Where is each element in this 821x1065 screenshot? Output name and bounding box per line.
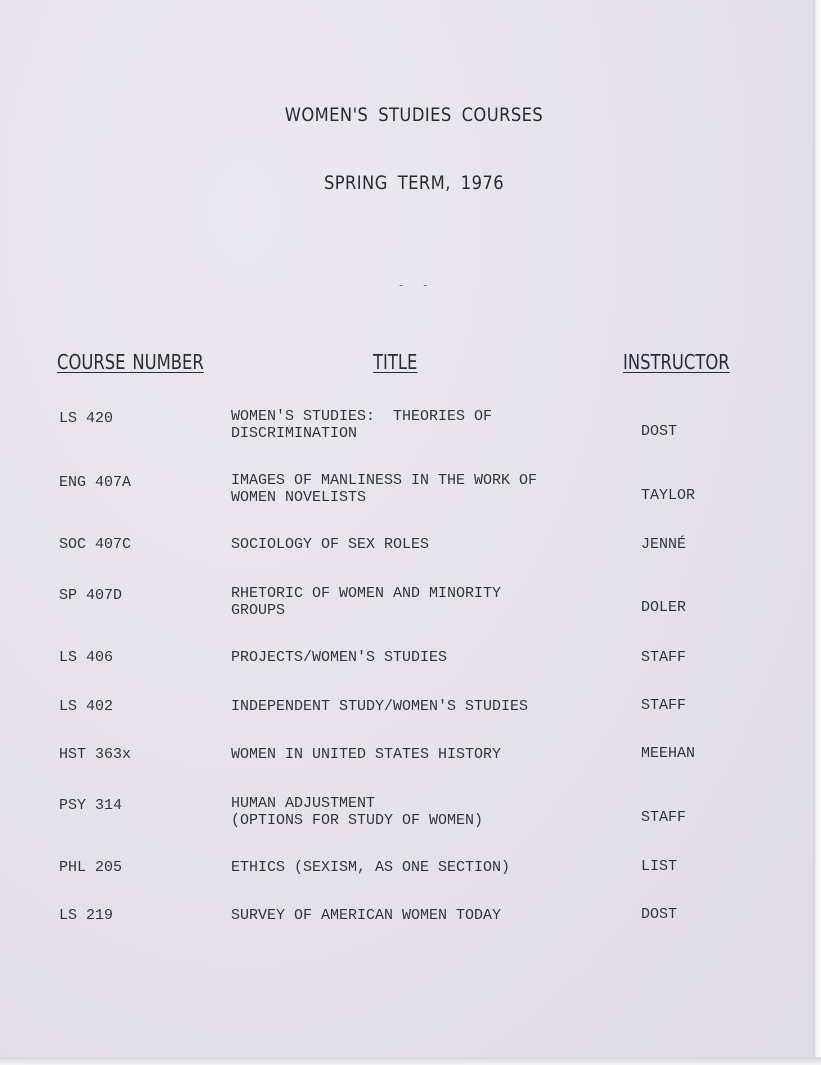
- course-title-line: GROUPS: [231, 602, 286, 619]
- course-instructor: TAYLOR: [641, 487, 696, 504]
- course-title: [231, 907, 591, 924]
- course-title-line: PROJECTS/WOMEN'S STUDIES: [231, 649, 448, 666]
- course-instructor: MEEHAN: [641, 745, 696, 762]
- course-instructor: LIST: [641, 858, 678, 875]
- course-title-line: WOMEN IN UNITED STATES HISTORY: [231, 746, 502, 763]
- page-edge-right: [813, 0, 821, 1065]
- course-number: HST 363x: [59, 746, 132, 763]
- column-header-instructor: INSTRUCTOR: [623, 350, 730, 374]
- course-title-line: HUMAN ADJUSTMENT: [231, 795, 376, 812]
- course-title: [231, 795, 591, 829]
- course-instructor: STAFF: [641, 697, 687, 714]
- page-edge-bottom: [0, 1057, 821, 1065]
- course-title: [231, 698, 591, 715]
- course-number: LS 420: [59, 410, 114, 427]
- course-title-line: SOCIOLOGY OF SEX ROLES: [231, 536, 430, 553]
- course-title-line: RHETORIC OF WOMEN AND MINORITY: [231, 585, 502, 602]
- course-number: LS 402: [59, 698, 114, 715]
- course-title-line: IMAGES OF MANLINESS IN THE WORK OF: [231, 472, 538, 489]
- course-title: [231, 585, 591, 619]
- document-title: WOMEN'S STUDIES COURSES: [284, 104, 544, 126]
- course-title: [231, 746, 591, 763]
- course-instructor: DOST: [641, 906, 678, 923]
- course-title-line: ETHICS (SEXISM, AS ONE SECTION): [231, 859, 511, 876]
- separator-marks: - -: [399, 278, 436, 292]
- course-title-line: WOMEN NOVELISTS: [231, 489, 367, 506]
- course-instructor: DOLER: [641, 599, 687, 616]
- course-title: [231, 472, 591, 506]
- course-instructor: STAFF: [641, 649, 687, 666]
- column-header-course-number: COURSE NUMBER: [57, 350, 204, 374]
- course-instructor: DOST: [641, 423, 678, 440]
- course-title-line: SURVEY OF AMERICAN WOMEN TODAY: [231, 907, 502, 924]
- course-instructor: STAFF: [641, 809, 687, 826]
- course-number: LS 219: [59, 907, 114, 924]
- course-title: [231, 408, 591, 442]
- course-title: [231, 536, 591, 553]
- course-number: SP 407D: [59, 587, 123, 604]
- course-title-line: INDEPENDENT STUDY/WOMEN'S STUDIES: [231, 698, 529, 715]
- course-number: SOC 407C: [59, 536, 132, 553]
- document-subtitle: SPRING TERM, 1976: [323, 172, 505, 194]
- course-number: LS 406: [59, 649, 114, 666]
- column-header-title: TITLE: [373, 350, 418, 374]
- course-instructor: JENNÉ: [641, 536, 687, 553]
- course-title-line: (OPTIONS FOR STUDY OF WOMEN): [231, 812, 484, 829]
- course-title: [231, 649, 591, 666]
- course-title-line: DISCRIMINATION: [231, 425, 358, 442]
- course-title: [231, 859, 591, 876]
- course-number: PHL 205: [59, 859, 123, 876]
- course-title-line: WOMEN'S STUDIES: THEORIES OF: [231, 408, 493, 425]
- course-number: PSY 314: [59, 797, 123, 814]
- course-number: ENG 407A: [59, 474, 132, 491]
